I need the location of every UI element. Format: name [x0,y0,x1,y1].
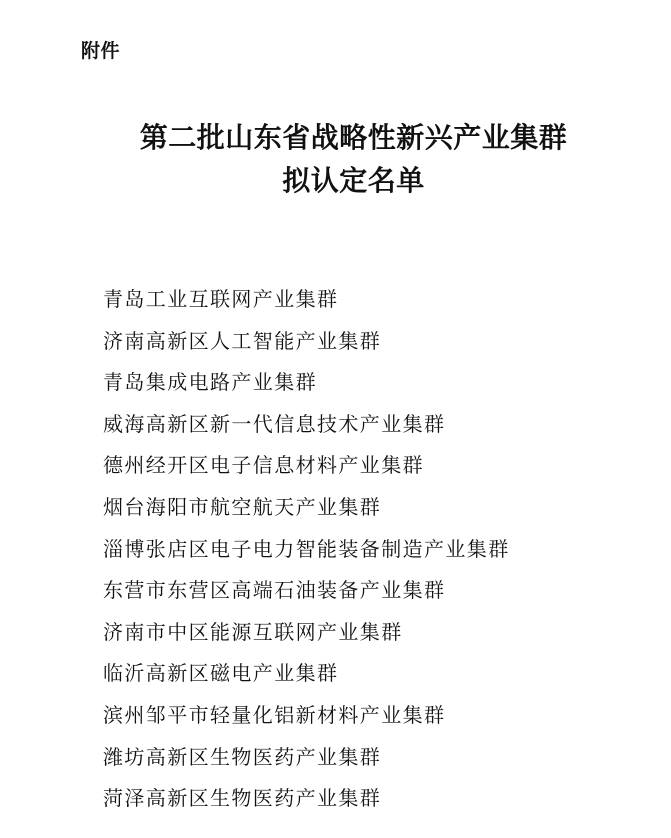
list-item: 淄博张店区电子电力智能装备制造产业集群 [103,536,510,561]
document-title [0,116,671,202]
list-item: 德州经开区电子信息材料产业集群 [103,453,424,478]
title-line-2: 拟认定名单 [282,164,425,197]
list-item: 青岛集成电路产业集群 [103,370,317,395]
attachment-label: 附件 [81,40,121,62]
title-line-1: 第二批山东省战略性新兴产业集群 [139,121,568,154]
list-item: 菏泽高新区生物医药产业集群 [103,786,382,811]
list-item: 威海高新区新一代信息技术产业集群 [103,411,446,436]
list-item: 潍坊高新区生物医药产业集群 [103,744,382,769]
list-item: 滨州邹平市轻量化铝新材料产业集群 [103,702,446,727]
list-item: 烟台海阳市航空航天产业集群 [103,494,382,519]
list-item: 东营市东营区高端石油装备产业集群 [103,578,446,603]
list-item: 济南市中区能源互联网产业集群 [103,619,403,644]
list-item: 济南高新区人工智能产业集群 [103,328,382,353]
list-item: 临沂高新区磁电产业集群 [103,661,339,686]
list-item: 青岛工业互联网产业集群 [103,287,339,311]
cluster-list [103,284,510,825]
